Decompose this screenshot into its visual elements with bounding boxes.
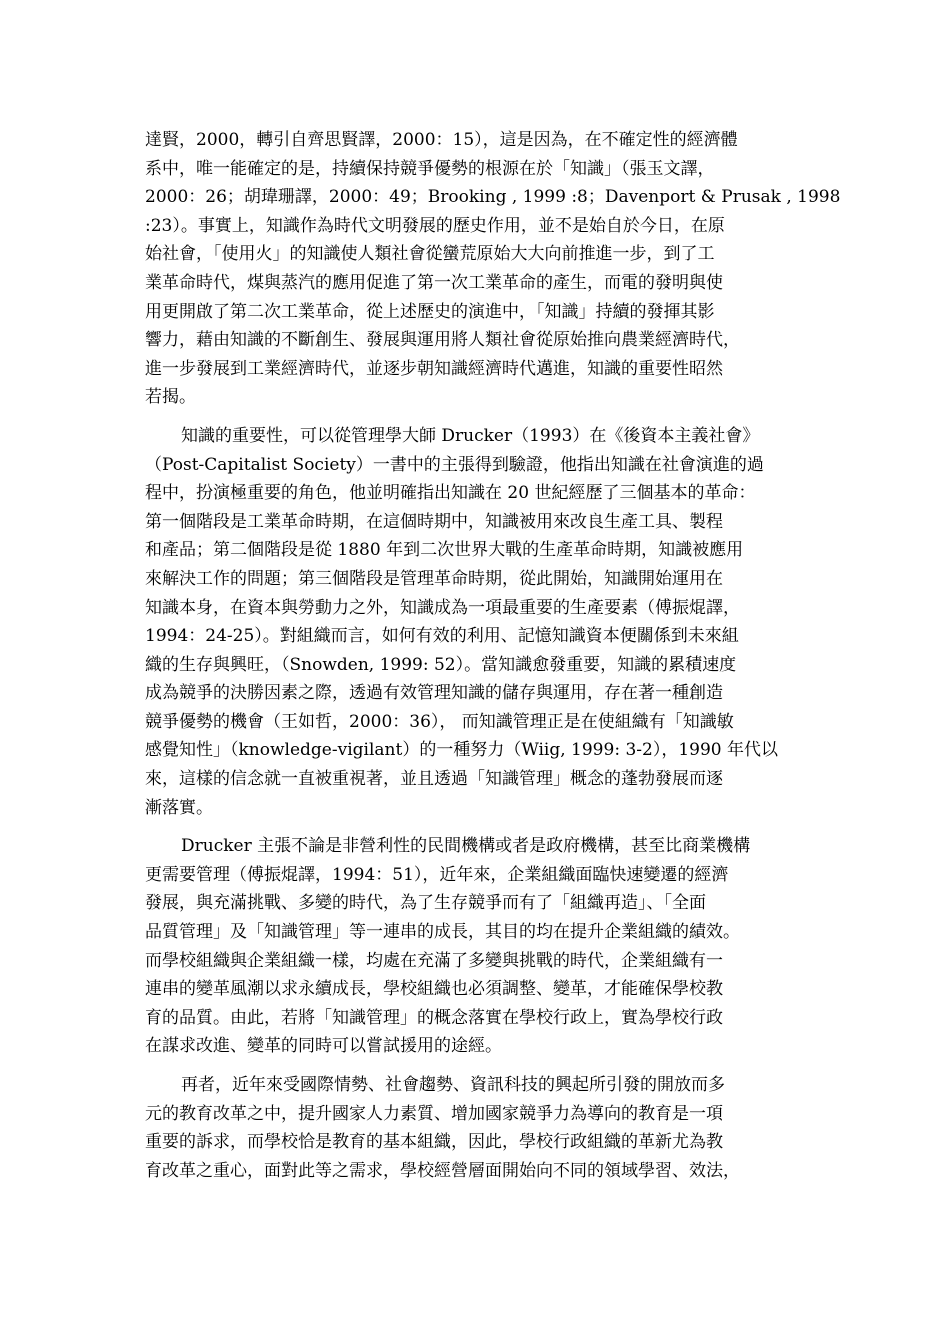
text-line: 織的生存與興旺，（Snowden, 1999: 52）。當知識愈發重要，知識的累積速度	[145, 654, 737, 675]
text-line: 響力，藉由知識的不斷創生、發展與運用將人類社會從原始推向農業經濟時代，	[145, 330, 740, 351]
text-line: 系中，唯一能確定的是，持續保持競爭優勢的根源在於「知識」（張玉文譯，	[145, 158, 715, 179]
text-line: 始社會，「使用火」的知識使人類社會從蠻荒原始大大向前推進一步，到了工	[145, 244, 715, 265]
text-line: 成為競爭的決勝因素之際，透過有效管理知識的儲存與運用，存在著一種創造	[145, 683, 723, 704]
text-line: 若揭。	[145, 387, 196, 408]
text-line: 連串的變革風潮以求永續成長，學校組織也必須調整、變革，才能確保學校教	[145, 979, 723, 1000]
text-line: （Post-Capitalist Society）一書中的主張得到驗證，他指出知識在社會演進的過	[145, 454, 764, 475]
text-line: :23）。事實上，知識作為時代文明發展的歷史作用，並不是始自於今日，在原	[145, 215, 725, 236]
paragraph-1	[145, 126, 841, 412]
text-line: 育的品質。由此，若將「知識管理」的概念落實在學校行政上，實為學校行政	[145, 1007, 723, 1028]
text-line: 而學校組織與企業組織一樣，均處在充滿了多變與挑戰的時代，企業組織有一	[145, 950, 723, 971]
text-line: 知識的重要性，可以從管理學大師 Drucker（1993）在《後資本主義社會》	[181, 425, 760, 446]
text-line: 更需要管理（傅振焜譯，1994：51），近年來，企業組織面臨快速變遷的經濟	[145, 864, 729, 885]
text-line: 1994：24-25）。對組織而言，如何有效的利用、記憶知識資本便關係到未來組	[145, 626, 739, 647]
text-line: 元的教育改革之中，提升國家人力素質、增加國家競爭力為導向的教育是一項	[145, 1103, 723, 1124]
text-line: 業革命時代，煤與蒸汽的應用促進了第一次工業革命的產生，而電的發明與使	[145, 272, 723, 293]
paragraph-2	[145, 422, 835, 822]
text-line: 來解決工作的問題；第三個階段是管理革命時期，從此開始，知識開始運用在	[145, 568, 723, 589]
text-line: 和產品；第二個階段是從 1880 年到二次世界大戰的生產革命時期，知識被應用	[145, 540, 744, 561]
text-line: 品質管理」及「知識管理」等一連串的成長，其目的均在提升企業組織的績效。	[145, 922, 740, 943]
paragraph-3	[145, 832, 835, 1061]
text-line: 再者，近年來受國際情勢、社會趨勢、資訊科技的興起所引發的開放而多	[181, 1075, 725, 1095]
text-line: 重要的訴求，而學校恰是教育的基本組織，因此，學校行政組織的革新尤為教	[145, 1132, 723, 1153]
text-line: Drucker 主張不論是非營利性的民間機構或者是政府機構，甚至比商業機構	[181, 836, 751, 857]
text-line: 第一個階段是工業革命時期，在這個時期中，知識被用來改良生產工具、製程	[145, 511, 723, 532]
text-line: 進一步發展到工業經濟時代，並逐步朝知識經濟時代邁進，知識的重要性昭然	[145, 358, 723, 379]
text-line: 來，這樣的信念就一直被重視著，並且透過「知識管理」概念的蓬勃發展而逐	[145, 769, 723, 790]
text-line: 感覺知性」（knowledge-vigilant）的一種努力（Wiig, 1999: 3-2），1990 年代以	[145, 740, 778, 761]
text-line: 競爭優勢的機會（王如哲，2000：36）， 而知識管理正是在使組織有「知識敏	[145, 711, 734, 732]
text-line: 發展，與充滿挑戰、多變的時代，為了生存競爭而有了「組織再造」、「全面	[145, 893, 706, 914]
text-line: 用更開啟了第二次工業革命，從上述歷史的演進中，「知識」持續的發揮其影	[145, 301, 715, 322]
document-body	[145, 126, 841, 1195]
text-line: 達賢，2000，轉引自齊思賢譯，2000：15），這是因為，在不確定性的經濟體	[145, 130, 738, 150]
text-line: 程中，扮演極重要的角色，他並明確指出知識在 20 世紀經歷了三個基本的革命：	[145, 483, 756, 504]
text-line: 在謀求改進、變革的同時可以嘗試援用的途經。	[145, 1036, 502, 1057]
paragraph-4	[145, 1071, 835, 1185]
text-line: 育改革之重心，面對此等之需求，學校經營層面開始向不同的領域學習、效法，	[145, 1160, 740, 1181]
text-line: 2000：26；胡瑋珊譯，2000：49；Brooking , 1999 :8；Davenport & Prusak , 1998	[145, 187, 841, 208]
text-line: 漸落實。	[145, 797, 213, 818]
text-line: 知識本身，在資本與勞動力之外，知識成為一項最重要的生產要素（傅振焜譯，	[145, 597, 740, 618]
